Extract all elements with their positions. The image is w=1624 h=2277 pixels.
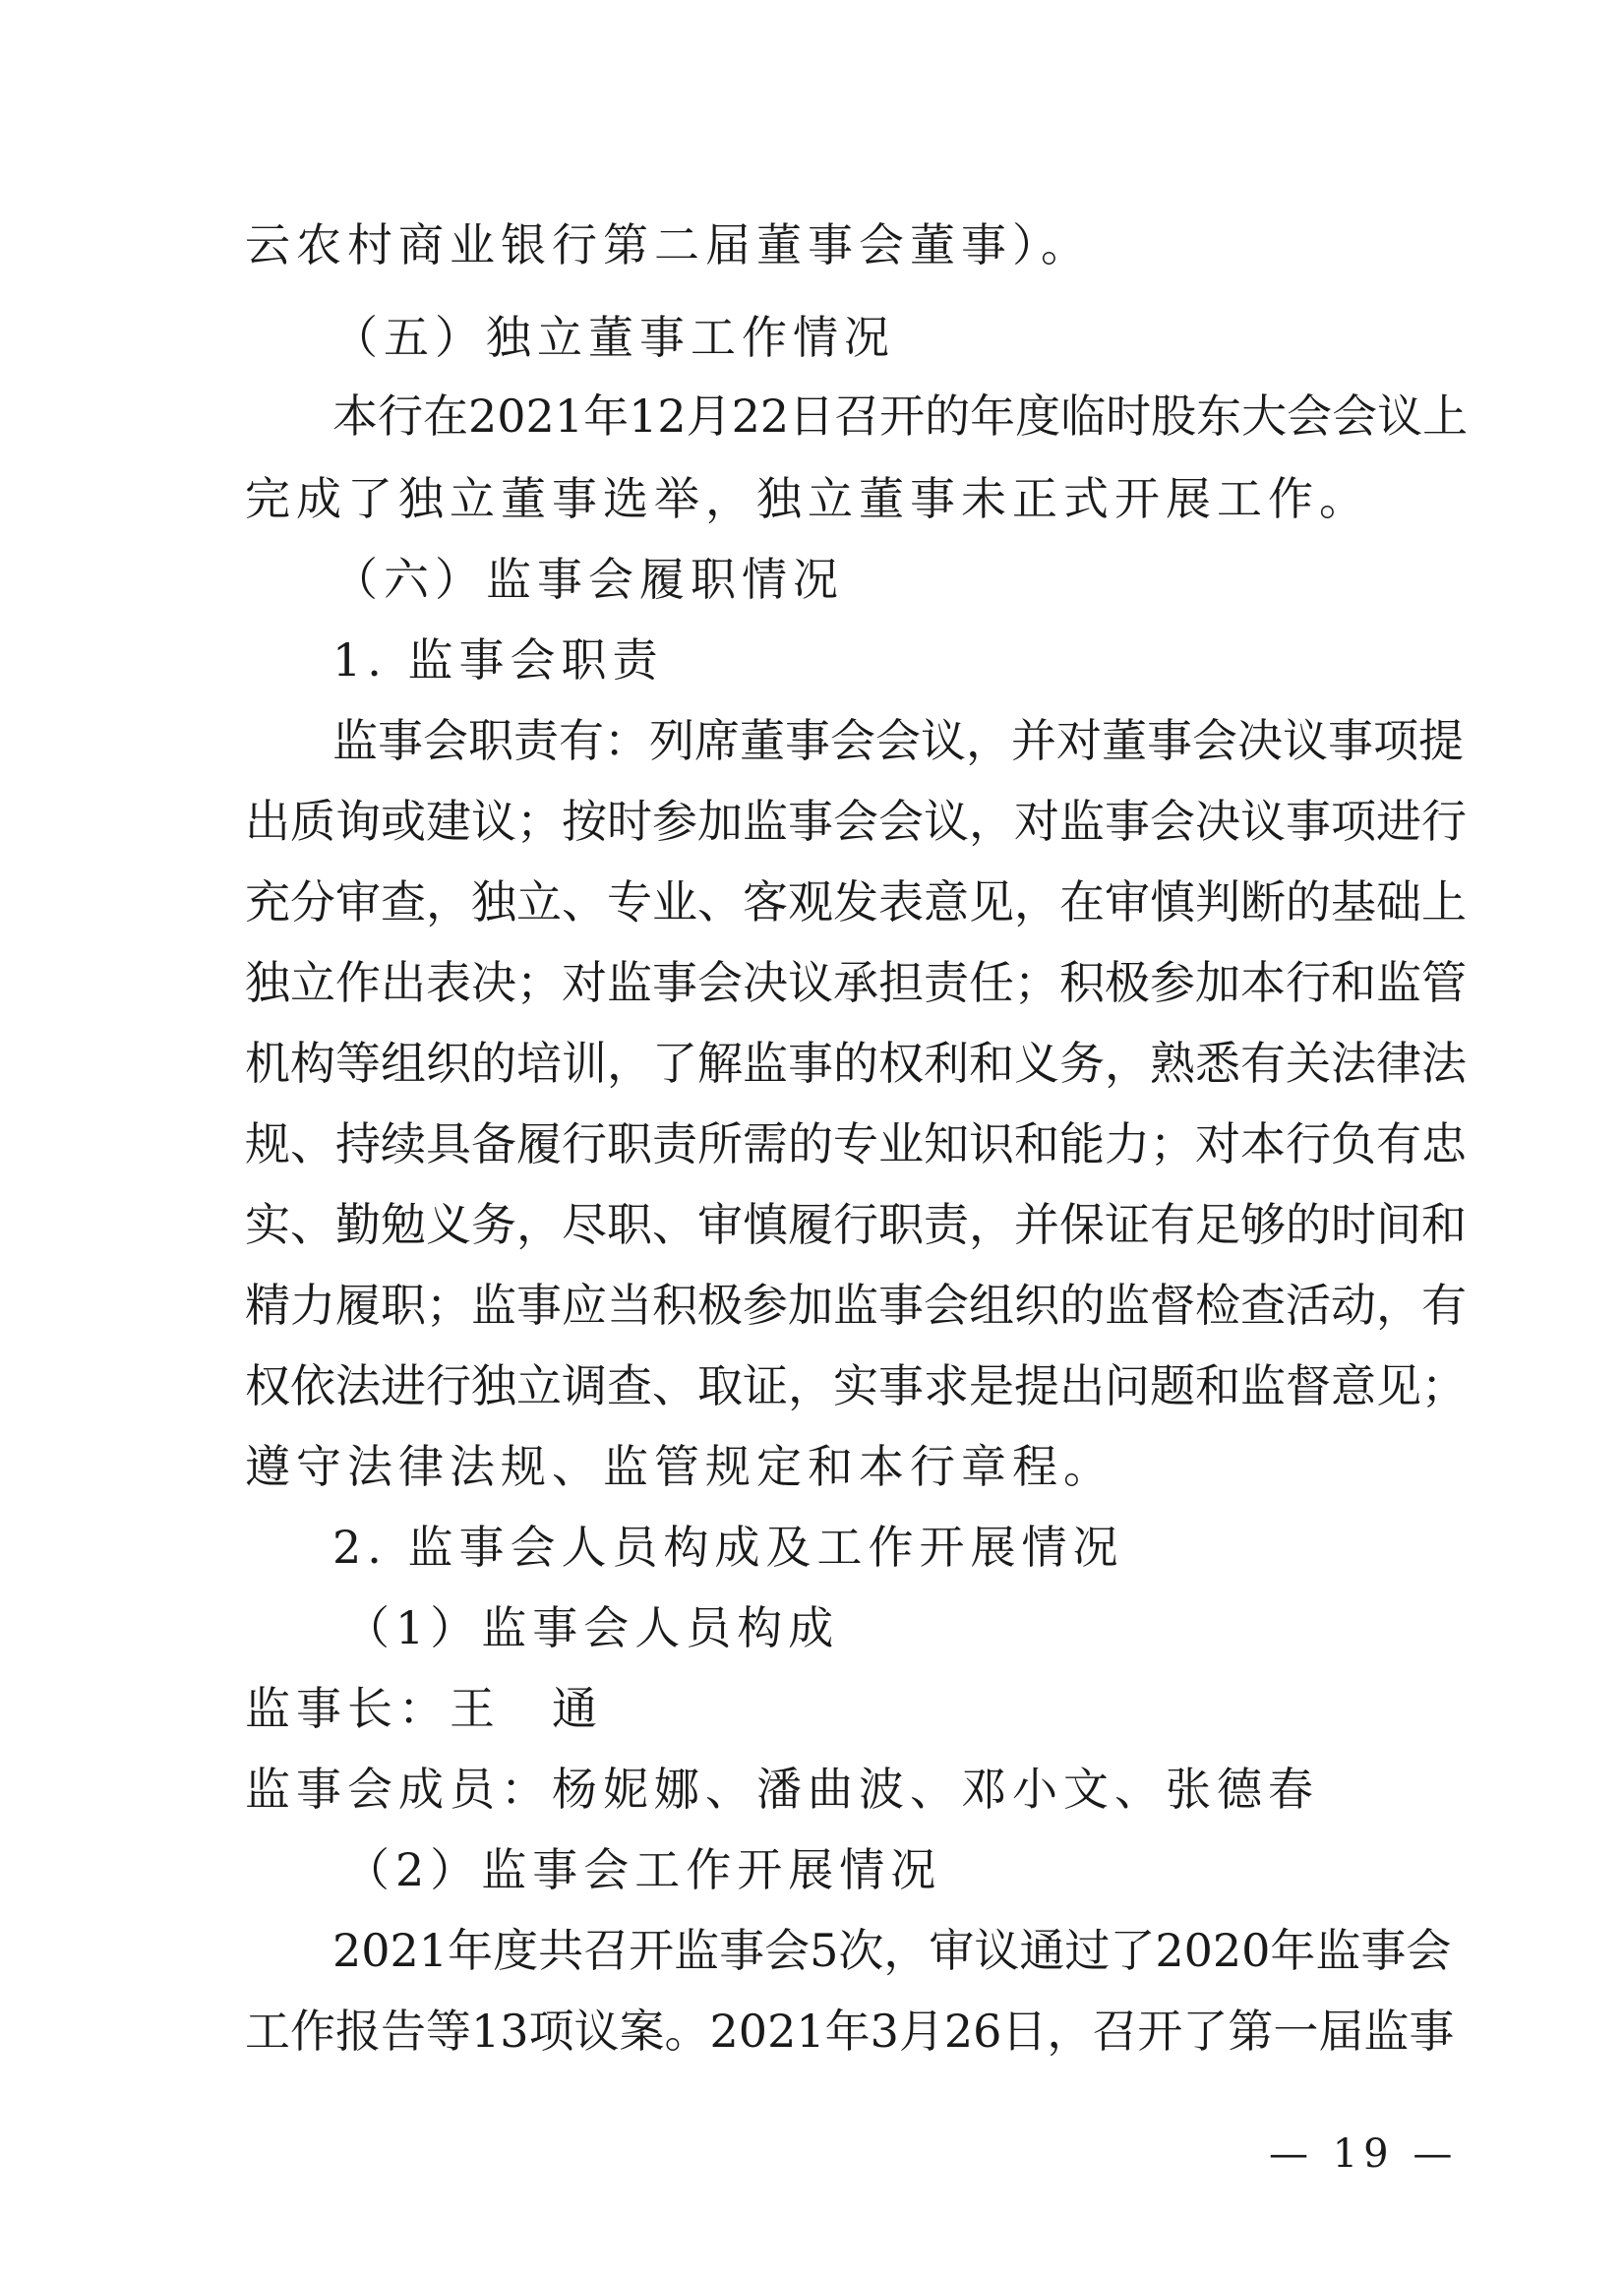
paragraph-line: 监事会成员：杨妮娜、潘曲波、邓小文、张德春 — [245, 1763, 1319, 1816]
paragraph-line: 监事长：王 通 — [245, 1682, 603, 1735]
paragraph-line: 遵守法律法规、监管规定和本行章程。 — [245, 1440, 1114, 1493]
paragraph-line: 独立作出表决；对监事会决议承担责任；积极参加本行和监管 — [245, 956, 1467, 1009]
paragraph-line: 完成了独立董事选举，独立董事未正式开展工作。 — [245, 472, 1370, 525]
paragraph-line: 充分审查，独立、专业、客观发表意见，在审慎判断的基础上 — [245, 875, 1467, 929]
paragraph-line: 云农村商业银行第二届董事会董事）。 — [245, 218, 1092, 271]
paragraph-line: 监事会职责有：列席董事会会议，并对董事会决议事项提 — [332, 714, 1464, 767]
paragraph-line: 工作报告等13项议案。2021年3月26日，召开了第一届监事 — [245, 2005, 1455, 2058]
section-heading: （六）监事会履职情况 — [332, 553, 844, 606]
paragraph-line: 实、勤勉义务，尽职、审慎履行职责，并保证有足够的时间和 — [245, 1198, 1467, 1251]
paragraph-line: 出质询或建议；按时参加监事会会议，对监事会决议事项进行 — [245, 795, 1467, 848]
subsection-heading: 1. 监事会职责 — [332, 633, 664, 687]
paragraph-line: 规、持续具备履行职责所需的专业知识和能力；对本行负有忠 — [245, 1117, 1467, 1170]
paragraph-line: 权依法进行独立调查、取证，实事求是提出问题和监督意见； — [245, 1359, 1467, 1412]
paragraph-line: 2021年度共召开监事会5次，审议通过了2020年监事会 — [332, 1924, 1452, 1977]
subsection-heading: （1）监事会人员构成 — [344, 1601, 840, 1654]
paragraph-line: 机构等组织的培训，了解监事的权利和义务，熟悉有关法律法 — [245, 1037, 1467, 1090]
subsection-heading: 2. 监事会人员构成及工作开展情况 — [332, 1521, 1124, 1574]
page-number: — 19 — — [1269, 2131, 1459, 2177]
section-heading: （五）独立董事工作情况 — [332, 311, 895, 364]
paragraph-line: 本行在2021年12月22日召开的年度临时股东大会会议上 — [332, 389, 1469, 443]
paragraph-line: 精力履职；监事应当积极参加监事会组织的监督检查活动，有 — [245, 1279, 1467, 1332]
subsection-heading: （2）监事会工作开展情况 — [344, 1843, 942, 1896]
